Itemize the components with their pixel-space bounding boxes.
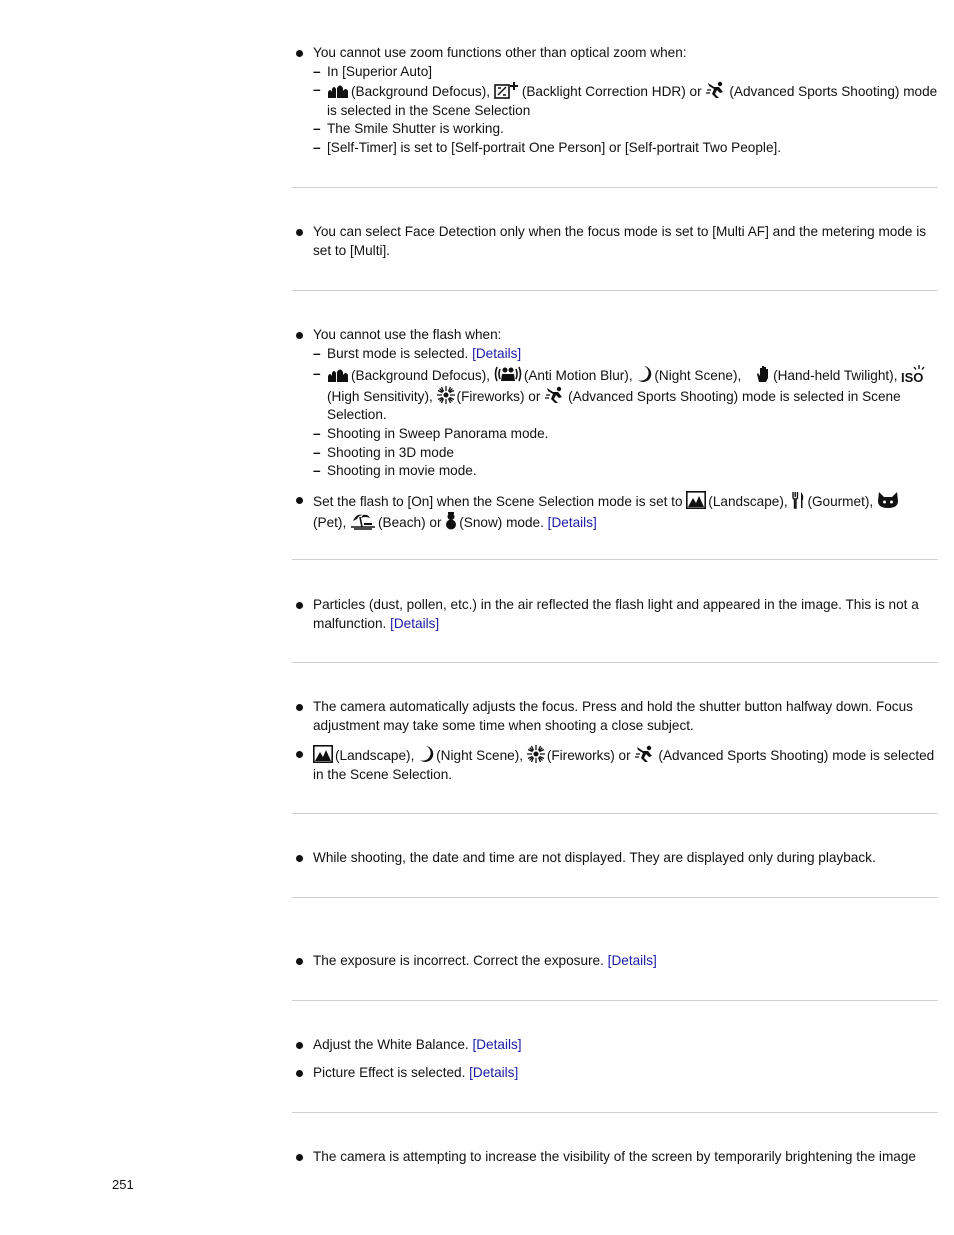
zoom-section	[292, 44, 938, 158]
section-divider	[292, 1000, 938, 1001]
zoom-intro: You cannot use zoom functions other than optical zoom when:	[313, 45, 687, 60]
page-number: 251	[112, 1177, 134, 1192]
flash-item-text: (Fireworks) or	[456, 388, 541, 404]
section-divider	[292, 897, 938, 898]
flash-item-movie	[292, 462, 938, 481]
brightness-section	[292, 1148, 938, 1167]
high-sensitivity-icon	[901, 365, 927, 383]
face-detection-section	[292, 223, 938, 260]
flash-item-3d	[292, 444, 938, 463]
exposure-section	[292, 952, 938, 971]
flash-item-text: Shooting in movie mode.	[327, 463, 477, 479]
focus-text: The camera automatically adjusts the focus. Press and hold the shutter button halfway down. Focus adjustment may take some time when shooting a close subject.	[313, 699, 913, 733]
particles-bullet	[292, 596, 938, 633]
night-scene-icon	[636, 365, 652, 383]
beach-icon	[350, 512, 376, 530]
section-divider	[292, 662, 938, 663]
flash-on-text: (Beach) or	[378, 514, 442, 530]
flash-item-burst	[292, 345, 938, 364]
flash-on-text: (Pet),	[313, 514, 347, 530]
flash-item-text: (Hand-held Twilight),	[773, 368, 898, 384]
flash-on-text: (Gourmet),	[807, 493, 874, 509]
section-divider	[292, 290, 938, 291]
zoom-item-self-timer	[292, 139, 938, 158]
details-link[interactable]: [Details]	[472, 345, 522, 361]
zoom-item-scene	[292, 81, 938, 120]
night-scene-icon	[418, 745, 434, 763]
zoom-item-text: [Self-Timer] is set to [Self-portrait One Person] or [Self-portrait Two People].	[327, 139, 782, 155]
fireworks-icon	[527, 745, 545, 763]
section-divider	[292, 813, 938, 814]
sports-shooting-icon	[544, 386, 566, 404]
details-link[interactable]: [Details]	[390, 615, 440, 631]
focus-scene-text: (Night Scene),	[436, 748, 524, 764]
flash-item-text: (Night Scene),	[654, 368, 742, 384]
picture-effect-text: Picture Effect is selected.	[313, 1064, 466, 1080]
handheld-twilight-icon	[745, 365, 771, 383]
landscape-icon	[686, 491, 706, 509]
flash-on-text: (Snow) mode.	[459, 514, 544, 530]
pet-icon	[877, 491, 899, 509]
flash-on-text: Set the flash to [On] when the Scene Selection mode is set to	[313, 493, 683, 509]
section-divider	[292, 187, 938, 188]
backlight-hdr-icon	[494, 81, 520, 99]
date-bullet	[292, 849, 938, 868]
zoom-item-text: (Backlight Correction HDR) or	[521, 84, 702, 100]
flash-on-text: (Landscape),	[708, 493, 788, 509]
focus-scene-text: (Landscape),	[335, 748, 415, 764]
white-balance-text: Adjust the White Balance.	[313, 1037, 469, 1052]
zoom-item-text: The Smile Shutter is working.	[327, 121, 504, 137]
background-defocus-icon	[327, 367, 349, 383]
white-balance-bullet	[292, 1036, 938, 1055]
sports-shooting-icon	[705, 81, 727, 99]
flash-section	[292, 326, 938, 533]
flash-bullet	[292, 326, 938, 345]
sports-shooting-icon	[634, 745, 656, 763]
face-detection-text: You can select Face Detection only when the focus mode is set to [Multi AF] and the metering mode is set to [Multi].	[313, 224, 927, 258]
color-section	[292, 1036, 938, 1082]
snow-icon	[445, 512, 457, 530]
brightness-text: The camera is attempting to increase the visibility of the screen by temporarily brightening the image	[313, 1149, 916, 1164]
fireworks-icon	[437, 386, 455, 404]
details-link[interactable]: [Details]	[469, 1064, 519, 1080]
flash-item-scene	[292, 365, 938, 425]
flash-item-text: (Advanced Sports Shooting) mode is selected in Scene Selection.	[327, 388, 901, 423]
focus-bullet	[292, 698, 938, 735]
details-link[interactable]: [Details]	[472, 1037, 522, 1052]
flash-item-text: (High Sensitivity),	[327, 388, 433, 404]
date-section	[292, 849, 938, 868]
details-link[interactable]: [Details]	[607, 953, 657, 968]
background-defocus-icon	[327, 83, 349, 99]
zoom-item-smile-shutter	[292, 120, 938, 139]
flash-on-bullet	[292, 491, 938, 533]
focus-scene-text: (Advanced Sports Shooting) mode is selected in the Scene Selection.	[313, 748, 935, 782]
exposure-text: The exposure is incorrect. Correct the exposure.	[313, 953, 604, 968]
anti-motion-blur-icon	[494, 365, 522, 383]
picture-effect-bullet	[292, 1064, 938, 1083]
flash-item-text: Shooting in Sweep Panorama mode.	[327, 425, 549, 441]
focus-section	[292, 698, 938, 784]
particles-text: Particles (dust, pollen, etc.) in the air reflected the flash light and appeared in the image. This is not a malfunction.	[313, 597, 919, 631]
zoom-item-superior-auto	[292, 63, 938, 82]
gourmet-icon	[791, 491, 805, 509]
flash-item-sweep	[292, 425, 938, 444]
brightness-bullet	[292, 1148, 938, 1167]
flash-item-text: (Background Defocus),	[351, 368, 491, 384]
flash-intro: You cannot use the flash when:	[313, 327, 502, 342]
flash-item-text: Shooting in 3D mode	[327, 444, 454, 460]
date-text: While shooting, the date and time are not displayed. They are displayed only during playback.	[313, 850, 876, 865]
zoom-bullet	[292, 44, 938, 63]
focus-scene-text: (Fireworks) or	[546, 748, 631, 764]
flash-item-text: (Anti Motion Blur),	[523, 368, 633, 384]
landscape-icon	[313, 745, 333, 763]
details-link[interactable]: [Details]	[547, 514, 597, 530]
flash-item-text: Burst mode is selected.	[327, 345, 469, 361]
zoom-item-text: (Advanced Sports Shooting) mode is selected in the Scene Selection	[327, 84, 938, 118]
section-divider	[292, 1112, 938, 1113]
section-divider	[292, 559, 938, 560]
exposure-bullet	[292, 952, 938, 971]
focus-scene-bullet	[292, 745, 938, 784]
particles-section	[292, 596, 938, 633]
face-detection-bullet	[292, 223, 938, 260]
zoom-item-text: (Background Defocus),	[351, 84, 491, 100]
zoom-item-text: In [Superior Auto]	[327, 63, 433, 79]
